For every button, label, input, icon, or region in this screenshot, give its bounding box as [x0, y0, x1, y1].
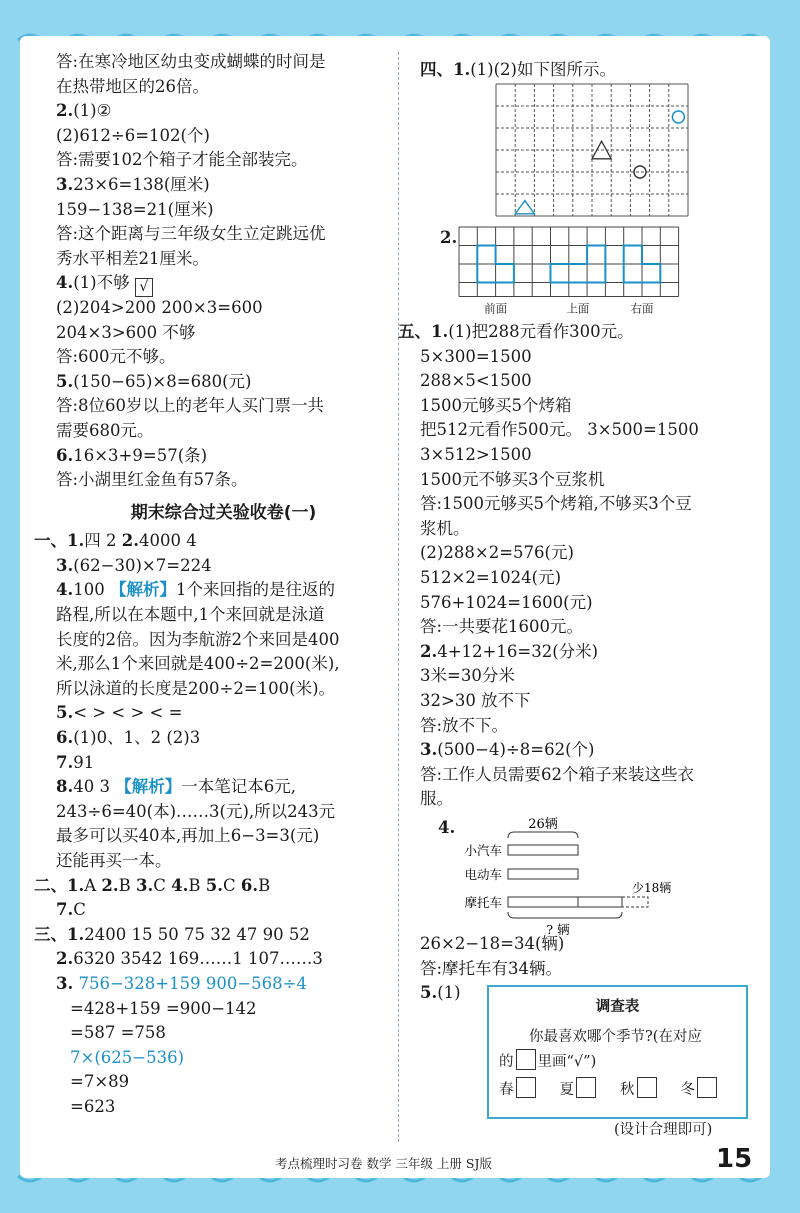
- diagram-row-label: 摩托车: [464, 895, 502, 910]
- answer-text: 长度的2倍。因为李航游2个来回是400: [56, 629, 340, 649]
- section-title: 期末综合过关验收卷(一): [130, 502, 317, 523]
- section-marker: 五、: [398, 322, 431, 341]
- question-number: 2.: [56, 101, 74, 121]
- right-line: [420, 714, 760, 739]
- left-line: [70, 997, 391, 1022]
- left-line: [34, 923, 391, 948]
- answer-text: 6320 3542 169……1 107……3: [73, 949, 323, 969]
- answer-text: 100: [73, 580, 110, 600]
- bar-car: [508, 845, 578, 855]
- question-number: 6.: [56, 728, 74, 748]
- right-line: [420, 394, 760, 419]
- left-line: [34, 874, 391, 899]
- left-line: [56, 148, 391, 173]
- question-number: 2.: [420, 641, 438, 661]
- answer-text: 40 3: [73, 777, 116, 797]
- question-number: 3.: [56, 973, 74, 993]
- answer-text: 一本笔记本6元,: [181, 777, 296, 797]
- answer-text: 把512元看作500元。 3×500=1500: [420, 420, 699, 440]
- answer-text: 4000 4: [138, 531, 197, 551]
- question-number: 3.: [56, 555, 74, 575]
- question-number: 1.: [67, 531, 85, 551]
- answer-text: 1500元够买5个烤箱: [420, 395, 572, 415]
- right-line: [420, 443, 760, 468]
- answer-text: (1)②: [73, 101, 112, 121]
- left-line: [56, 468, 391, 493]
- answer-text: 在热带地区的26倍。: [56, 76, 209, 96]
- season-label: 夏: [559, 1082, 574, 1098]
- answer-text: (2)288×2=576(元): [420, 543, 574, 563]
- right-line: [420, 591, 760, 616]
- answer-text: < > < > < =: [73, 703, 183, 723]
- left-line: [56, 578, 391, 603]
- answer-text: 所以泳道的长度是200÷2=100(米)。: [56, 678, 336, 698]
- left-line: [56, 775, 391, 800]
- left-line: [70, 1021, 391, 1046]
- question-number: 7.: [56, 752, 74, 772]
- question-number: 6.: [56, 445, 74, 465]
- season-checkbox[interactable]: [516, 1077, 536, 1098]
- right-column: [398, 320, 760, 812]
- question-number: 1.: [431, 322, 449, 341]
- analysis-tag: 【解析】: [109, 580, 176, 600]
- question-number: 3.: [56, 174, 74, 194]
- right-line: [420, 763, 760, 788]
- right-line: [420, 738, 760, 763]
- right-line: [420, 517, 760, 542]
- answer-text: (2)612÷6=102(个): [56, 125, 210, 145]
- left-line: [56, 198, 391, 223]
- question-number: 7.: [56, 900, 74, 920]
- left-line: [56, 271, 391, 296]
- footer-text: 考点梳理时习卷 数学 三年级 上册 SJ版: [275, 1156, 492, 1171]
- answer-text: C: [222, 875, 241, 895]
- bar-ebike: [508, 869, 578, 879]
- answer-text: 91: [73, 752, 95, 772]
- right-column-top: 四、1.(1)(2)如下图所示。: [420, 60, 616, 79]
- left-line: [56, 444, 391, 469]
- left-line: [56, 321, 391, 346]
- answer-text: 3×512>1500: [420, 444, 532, 464]
- right-line: [420, 566, 760, 591]
- question-number: 1.: [67, 875, 85, 895]
- view-label: 右面: [630, 301, 654, 316]
- circle-shape: [634, 166, 646, 178]
- answer-text: 3米=30分米: [420, 666, 515, 686]
- answer-text: 4+12+16=32(分米): [437, 641, 599, 661]
- view-label: 上面: [566, 301, 590, 316]
- survey-table: [487, 985, 748, 1119]
- left-line: [56, 75, 391, 100]
- answer-text: 32>30 放不下: [420, 690, 531, 710]
- answer-text: =428+159 =900−142: [70, 998, 257, 1018]
- right-line: [420, 615, 760, 640]
- brace-bottom: [508, 912, 622, 918]
- answer-text: 答:在寒冷地区幼虫变成蝴蝶的时间是: [56, 52, 326, 71]
- left-line: [70, 1046, 391, 1071]
- three-views-figure: [458, 226, 678, 326]
- answer-text: (1)不够: [73, 273, 135, 293]
- answer-text: 答:需要102个箱子才能全部装完。: [56, 150, 308, 170]
- left-line: [56, 800, 391, 825]
- answer-text: 16×3+9=57(条): [73, 445, 208, 465]
- question-number: 5.: [56, 371, 74, 391]
- diagram-top-label: 26辆: [528, 817, 558, 832]
- section-marker: 三、: [34, 924, 67, 944]
- left-line: [56, 345, 391, 370]
- left-line: [56, 849, 391, 874]
- left-line: [56, 726, 391, 751]
- left-line: [56, 751, 391, 776]
- right-line: [398, 320, 760, 345]
- section-marker: 二、: [34, 875, 67, 895]
- answer-text: =623: [70, 1096, 116, 1116]
- problem-expression: 756−328+159 900−568÷4: [73, 973, 307, 993]
- right-line: [420, 369, 760, 394]
- question-number: 1.: [67, 924, 85, 944]
- column-divider: [398, 52, 399, 1142]
- answer-text: A: [84, 875, 102, 895]
- right-line: [420, 418, 760, 443]
- left-line: [56, 603, 391, 628]
- question-number: 4.: [171, 875, 189, 895]
- right-line: [420, 492, 760, 517]
- check-box: √: [135, 278, 153, 297]
- question-number: 4.: [56, 580, 74, 600]
- after-line: [420, 957, 760, 982]
- answer-text: 576+1024=1600(元): [420, 592, 593, 612]
- diagram-q-number: 4.: [438, 818, 456, 837]
- diagram-answer-label: ? 辆: [546, 922, 570, 937]
- diagram-less-label: 少18辆: [632, 881, 672, 895]
- left-line: [56, 124, 391, 149]
- left-line: [56, 554, 391, 579]
- answer-text: B: [188, 875, 206, 895]
- season-label: 秋: [620, 1082, 635, 1098]
- answer-text: B: [258, 875, 271, 895]
- circle-shape-blue: [672, 111, 684, 123]
- season-checkbox[interactable]: [576, 1077, 596, 1098]
- answer-text: 288×5<1500: [420, 371, 532, 391]
- left-column: [34, 50, 391, 1120]
- right-line: [420, 640, 760, 665]
- answer-text: B: [118, 875, 137, 895]
- answer-text: 23×6=138(厘米): [73, 174, 210, 194]
- answer-text: 最多可以买40本,再加上6−3=3(元): [56, 826, 320, 846]
- answer-text: 答:小湖里红金鱼有57条。: [56, 470, 248, 490]
- answer-text: C: [153, 875, 172, 895]
- left-line: [56, 173, 391, 198]
- analysis-tag: 【解析】: [115, 777, 182, 797]
- left-line: [56, 50, 391, 75]
- diagram-row-label: 小汽车: [464, 843, 502, 858]
- answer-text: (1): [437, 983, 461, 1003]
- answer-text: 还能再买一本。: [56, 851, 172, 870]
- question-number: 5.: [420, 983, 438, 1003]
- question-number: 3.: [136, 875, 154, 895]
- left-line: [56, 247, 391, 272]
- answer-text: 1500元不够买3个豆浆机: [420, 469, 605, 489]
- brace-top: [508, 832, 578, 838]
- answer-text: 秀水平相差21厘米。: [56, 248, 209, 268]
- answer-text: (150−65)×8=680(元): [73, 371, 252, 391]
- answer-text: 1个来回指的是往返的: [175, 580, 335, 600]
- answer-text: 5×300=1500: [420, 346, 532, 366]
- left-line: [56, 419, 391, 444]
- answer-text: 512×2=1024(元): [420, 567, 562, 587]
- left-line: [56, 652, 391, 677]
- left-line: [56, 947, 391, 972]
- left-line: [56, 296, 391, 321]
- answer-text: C: [73, 900, 86, 920]
- answer-text: 答:这个距离与三年级女生立定跳远优: [56, 224, 326, 244]
- survey-checkbox-sample: [516, 1049, 536, 1070]
- left-line: [56, 824, 391, 849]
- q4-2-number: 2.: [440, 228, 458, 247]
- right-line: [420, 689, 760, 714]
- section-marker: 一、: [34, 531, 67, 551]
- answer-text: (1)0、1、2 (2)3: [73, 728, 201, 748]
- right-line: [420, 664, 760, 689]
- grid-figure-1: [494, 82, 694, 218]
- answer-text: =587 =758: [70, 1023, 166, 1043]
- answer-text: (500−4)÷8=62(个): [437, 740, 595, 760]
- answer-text: 204×3>600 不够: [56, 322, 196, 342]
- left-line: [56, 222, 391, 247]
- season-checkbox[interactable]: [697, 1077, 717, 1098]
- survey-title: 调查表: [595, 999, 640, 1015]
- question-number: 6.: [240, 875, 259, 895]
- answer-text: 159−138=21(厘米): [56, 199, 214, 219]
- season-label: 冬: [680, 1082, 695, 1098]
- answer-text: 浆机。: [420, 518, 470, 538]
- answer-text: 2400 15 50 75 32 47 90 52: [84, 924, 310, 944]
- left-line: [56, 677, 391, 702]
- view-label: 前面: [484, 301, 508, 316]
- question-number: 3.: [420, 740, 438, 760]
- question-number: 2.: [56, 949, 74, 969]
- left-line: [56, 370, 391, 395]
- answer-text: 243÷6=40(本)……3(元),所以243元: [56, 801, 336, 821]
- question-number: 4.: [56, 273, 74, 293]
- right-line: [420, 468, 760, 493]
- left-line: [70, 1070, 391, 1095]
- answer-text: 服。: [420, 789, 453, 809]
- question-number: 5.: [205, 875, 223, 895]
- answer-text: 答:600元不够。: [56, 347, 176, 367]
- left-line: [56, 972, 391, 997]
- answer-text: 答:摩托车有34辆。: [420, 958, 563, 978]
- season-checkbox[interactable]: [637, 1077, 657, 1098]
- diagram-row-label: 电动车: [464, 867, 502, 882]
- question-number: 2.: [101, 875, 119, 895]
- answer-text: 答:一共要花1600元。: [420, 617, 584, 637]
- answer-text: 答:放不下。: [420, 715, 509, 735]
- left-line: [56, 898, 391, 923]
- season-options: [499, 1077, 719, 1099]
- answer-text: 路程,所以在本题中,1个来回就是泳道: [56, 605, 325, 625]
- answer-text: 答:8位60岁以上的老年人买门票一共: [56, 396, 325, 416]
- answer-text: 26×2−18=34(辆): [420, 934, 565, 953]
- bar-motor: [508, 897, 622, 907]
- left-line: [56, 394, 391, 419]
- question-number: 2.: [121, 531, 139, 551]
- after-line: [420, 932, 760, 957]
- survey-question-2: 的 里画“√”): [499, 1049, 596, 1071]
- answer-text: =7×89: [70, 1072, 130, 1092]
- answer-text: 米,那么1个来回就是400÷2=200(米),: [56, 654, 340, 674]
- answer-text: 四 2: [84, 531, 122, 551]
- left-line: [34, 529, 391, 554]
- right-line: [420, 345, 760, 370]
- answer-text: (2)204>200 200×3=600: [56, 297, 263, 317]
- left-line: [70, 1095, 391, 1120]
- answer-text: (62−30)×7=224: [73, 555, 212, 575]
- left-line: [56, 628, 391, 653]
- left-line: [56, 701, 391, 726]
- page-number: 15: [716, 1144, 753, 1174]
- note-text: (设计合理即可): [614, 1122, 713, 1138]
- survey-question: 你最喜欢哪个季节?(在对应: [529, 1029, 702, 1045]
- season-label: 春: [499, 1082, 514, 1098]
- right-line: [420, 787, 760, 812]
- left-line: [56, 99, 391, 124]
- line-diagram: [440, 812, 672, 937]
- answer-text: 需要680元。: [56, 420, 154, 440]
- answer-text: 答:工作人员需要62个箱子来装这些衣: [420, 764, 695, 784]
- right-line: [420, 541, 760, 566]
- triangle-shape-blue: [515, 201, 534, 214]
- problem-expression: 7×(625−536): [70, 1047, 185, 1067]
- question-number: 5.: [56, 703, 74, 723]
- answer-text: (1)把288元看作300元。: [448, 322, 634, 341]
- answer-text: 答:1500元够买5个烤箱,不够买3个豆: [420, 494, 692, 514]
- question-number: 8.: [56, 777, 74, 797]
